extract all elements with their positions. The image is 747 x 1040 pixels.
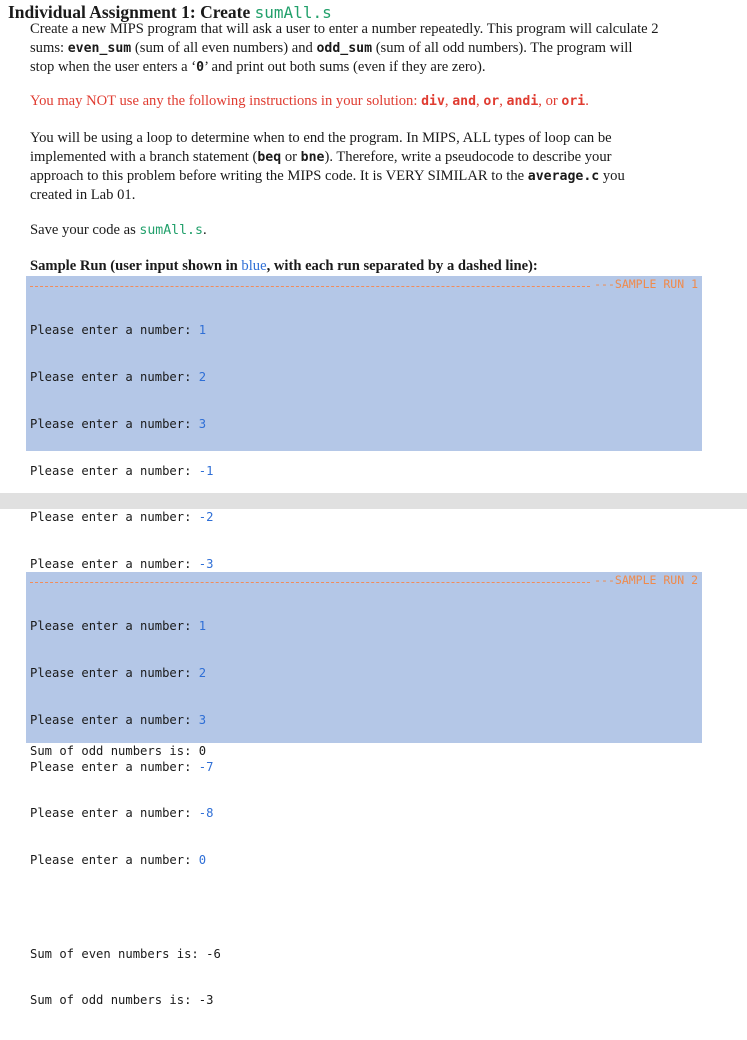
- prompt-text: Please enter a number:: [30, 665, 199, 680]
- even-sum-code: even_sum: [67, 41, 132, 56]
- run-separator: [30, 582, 590, 583]
- instr-ori: ori: [561, 94, 586, 109]
- text: implemented with a branch statement (: [30, 149, 258, 165]
- even-sum-line: [30, 947, 221, 963]
- instr-andi: andi: [506, 94, 539, 109]
- text: , with each run separated by a dashed line):: [266, 258, 538, 274]
- page-break-divider: [0, 493, 747, 509]
- user-input: 3: [198, 712, 207, 727]
- user-input: -2: [198, 510, 214, 525]
- prompt-line: [30, 666, 221, 682]
- instr-and: and: [452, 94, 477, 109]
- prompt-text: Please enter a number:: [30, 759, 199, 774]
- intro-line-2: [30, 39, 720, 58]
- intro-paragraph: [30, 20, 720, 77]
- run-label: --- SAMPLE RUN 2: [594, 573, 698, 587]
- user-input: -7: [198, 759, 214, 774]
- text: You may NOT use any the following instructions in your solution:: [30, 93, 422, 109]
- loop-line-2: [30, 148, 720, 167]
- intro-line-3: [30, 58, 720, 77]
- prompt-text: Please enter a number:: [30, 619, 199, 634]
- prompt-line: [30, 370, 213, 386]
- prompt-text: Please enter a number:: [30, 853, 199, 868]
- loop-line-1: You will be using a loop to determine when to end the program. In MIPS, ALL types of loop can be: [30, 130, 612, 146]
- prompt-line: [30, 417, 213, 433]
- prompt-line: [30, 713, 221, 729]
- sample-run-heading: [30, 258, 538, 275]
- restriction-paragraph: [30, 92, 720, 111]
- text: (sum of all even numbers) and: [131, 40, 317, 56]
- run-label: --- SAMPLE RUN 1: [594, 277, 698, 291]
- prompt-line: [30, 510, 213, 526]
- loop-paragraph: [30, 129, 720, 205]
- run-separator: [30, 286, 590, 287]
- zero-code: 0: [196, 60, 205, 75]
- prompt-text: Please enter a number:: [30, 323, 199, 338]
- user-input: 0: [198, 853, 207, 868]
- even-sum-value: -6: [206, 946, 221, 961]
- prompt-line: [30, 806, 221, 822]
- odd-sum-value: -3: [198, 993, 214, 1008]
- odd-sum-label: Sum of odd numbers is:: [30, 744, 199, 759]
- intro-line-1: Create a new MIPS program that will ask a user to enter a number repeatedly. This program will calculate 2: [30, 21, 659, 37]
- text: (sum of all odd numbers). The program will: [372, 40, 633, 56]
- text: .: [202, 222, 207, 238]
- save-line: [30, 221, 720, 240]
- user-input: 2: [198, 665, 207, 680]
- user-input: 3: [198, 416, 207, 431]
- text: you: [599, 168, 625, 184]
- title-text: Individual Assignment 1: Create: [8, 2, 255, 22]
- loop-line-4: created in Lab 01.: [30, 187, 136, 203]
- blue-word: blue: [241, 258, 267, 274]
- text: Sample Run (user input shown in: [30, 258, 242, 274]
- text: ). Therefore, write a pseudocode to describe your: [324, 149, 612, 165]
- user-input: 1: [198, 619, 207, 634]
- restriction-line: [30, 92, 720, 111]
- instr-div: div: [421, 94, 445, 109]
- user-input: 1: [198, 323, 207, 338]
- prompt-text: Please enter a number:: [30, 416, 199, 431]
- user-input: -1: [198, 463, 214, 478]
- prompt-line: [30, 464, 213, 480]
- loop-line-3: [30, 167, 720, 186]
- save-paragraph: [30, 221, 720, 240]
- prompt-line: [30, 557, 213, 573]
- text: ,: [476, 93, 484, 109]
- odd-sum-code: odd_sum: [316, 41, 373, 56]
- odd-sum-value: 0: [198, 744, 207, 759]
- title-filename: sumAll.s: [254, 3, 332, 22]
- blank-line: [30, 900, 221, 916]
- text: .: [585, 93, 589, 109]
- bne-code: bne: [300, 150, 325, 165]
- prompt-line: [30, 323, 213, 339]
- text: sums:: [30, 40, 68, 56]
- prompt-text: Please enter a number:: [30, 463, 199, 478]
- text: or: [281, 149, 301, 165]
- prompt-text: Please enter a number:: [30, 557, 199, 572]
- terminal-output: [30, 588, 221, 1040]
- save-filename: sumAll.s: [139, 223, 203, 238]
- beq-code: beq: [257, 150, 282, 165]
- text: ,: [444, 93, 453, 109]
- prompt-line: [30, 760, 221, 776]
- text: ’ and print out both sums (even if they are zero).: [204, 59, 486, 75]
- text: approach to this problem before writing the MIPS code. It is VERY SIMILAR to the: [30, 168, 528, 184]
- prompt-line: [30, 619, 221, 635]
- prompt-text: Please enter a number:: [30, 369, 199, 384]
- prompt-text: Please enter a number:: [30, 806, 199, 821]
- user-input: 2: [198, 369, 207, 384]
- text: Save your code as: [30, 222, 140, 238]
- user-input: -8: [198, 806, 214, 821]
- text: ,: [499, 93, 507, 109]
- average-c-code: average.c: [527, 169, 600, 184]
- odd-sum-label: Sum of odd numbers is:: [30, 993, 199, 1008]
- even-sum-label: Sum of even numbers is:: [30, 946, 207, 961]
- user-input: -3: [198, 557, 214, 572]
- text: stop when the user enters a ‘: [30, 59, 197, 75]
- prompt-line: [30, 853, 221, 869]
- prompt-text: Please enter a number:: [30, 712, 199, 727]
- text: , or: [538, 93, 562, 109]
- instr-or: or: [483, 94, 500, 109]
- sample-run-2: [26, 572, 702, 1008]
- prompt-text: Please enter a number:: [30, 510, 199, 525]
- odd-sum-line: [30, 993, 221, 1009]
